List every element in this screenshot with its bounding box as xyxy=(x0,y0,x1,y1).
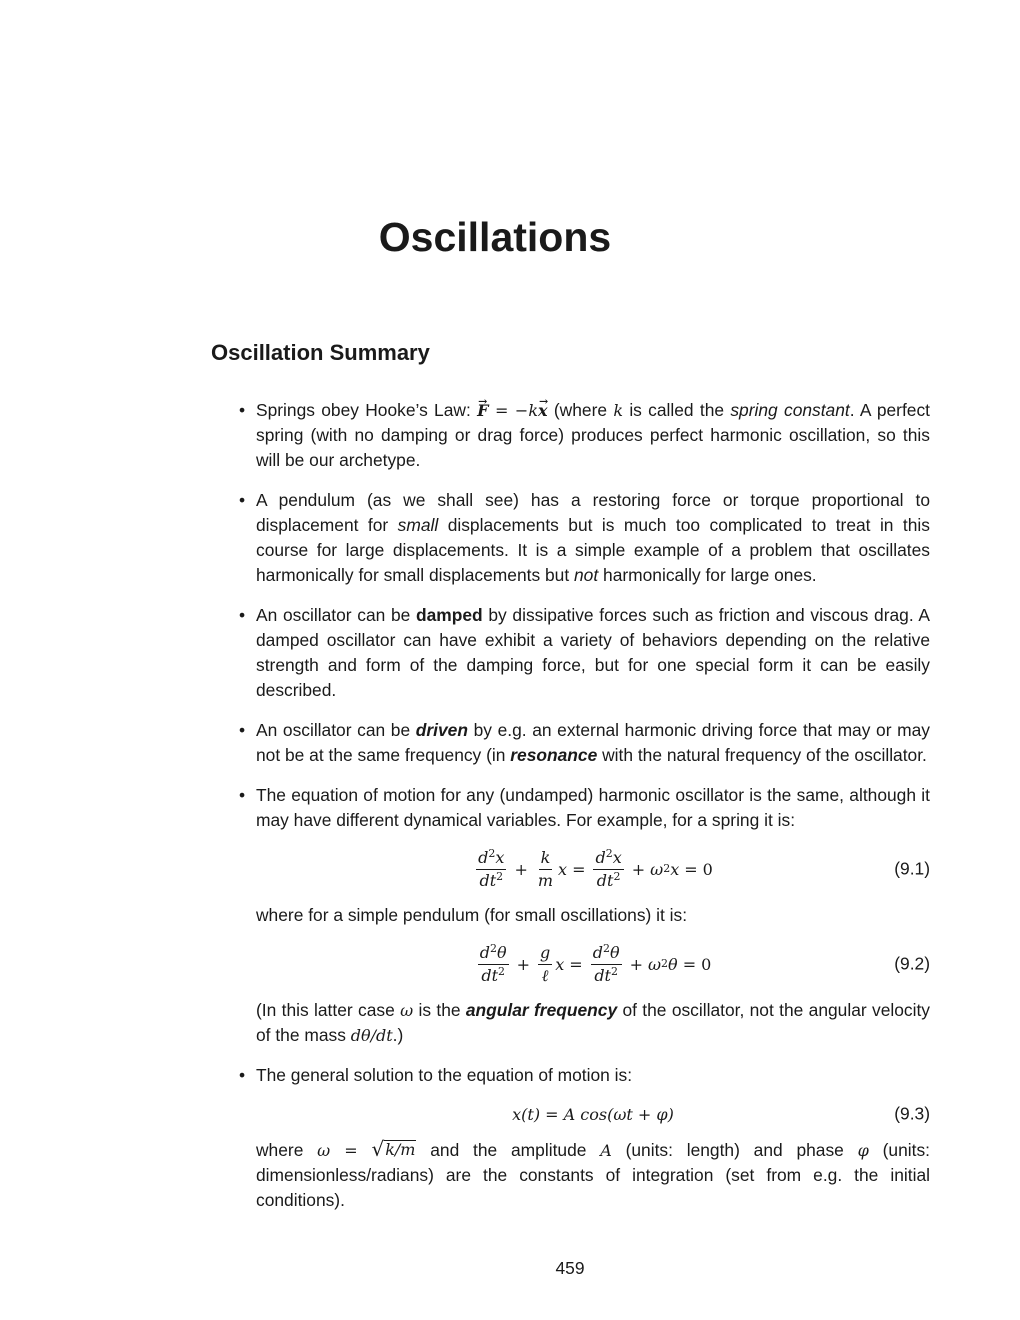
list-item: • The general solution to the equation of motion is: x(t) = A cos(ωt + φ) (9.3) where ω = √ k/m and the amplitude A (units: length) and phase φ (units: dimensionless/radians) are the constants of integration (set from e.g. the initial conditions). xyxy=(236,1063,930,1213)
equation-9-2: $\frac{d^2\theta}{dt^2}$ + $\frac{g}{\text{ℓ}}$ x = $\frac{d^2\theta}{dt^2}$ + ω 2 θ = 0 (9.2) xyxy=(479,941,930,985)
bullet-icon: • xyxy=(238,605,246,625)
page-number: 459 xyxy=(555,1258,585,1278)
bullet-icon: • xyxy=(238,785,246,805)
bullet-icon: • xyxy=(238,490,246,510)
bullet-icon: • xyxy=(238,1065,246,1085)
sqrt-expression: √ k/m xyxy=(371,1137,416,1161)
equation-number: (9.1) xyxy=(894,858,930,879)
list-item: • An oscillator can be driven by e.g. an external harmonic driving force that may or may not be at the same frequency (in resonance with the natural frequency of the oscillator. xyxy=(236,718,930,768)
section-title: Oscillation Summary xyxy=(211,340,430,365)
hookes-law-equation: → F = −k→ x xyxy=(477,401,548,420)
bullet-icon: • xyxy=(238,720,246,740)
equation-number: (9.2) xyxy=(894,953,930,974)
equation-number: (9.3) xyxy=(894,1103,930,1124)
list-item: • The equation of motion for any (undamped) harmonic oscillator is the same, although it may have different dynamical variables. For example, for a spring it is: $\frac{d^2x}{dt^2}$ + $\frac{k}{m}$ x = $\frac{d^2x}{dt^2}$ + ω 2 x = 0 (9.1) where for a simple pendulum (for small oscillations) it is: $\frac{d^2\theta}{dt^2}$ + $\frac{g}{\text{ℓ}}$ x = $\frac{d^2\theta}{dt^2}$ + ω 2 θ = 0 (9.2) (In this latter case ω is the angular frequency of the oscillator, not the angular velocity of the mass dθ/dt.) xyxy=(236,783,930,1048)
summary-list xyxy=(236,398,930,1228)
equation-9-1: $\frac{d^2x}{dt^2}$ + $\frac{k}{m}$ x = $\frac{d^2x}{dt^2}$ + ω 2 x = 0 (9.1) xyxy=(478,846,930,890)
list-item: • Springs obey Hooke’s Law: → F = −k→ x (where k is called the spring constant. A perfect spring (with no damping or drag force) produces perfect harmonic oscillation, so this will be our archetype. xyxy=(236,398,930,473)
equation-9-3: x(t) = A cos(ωt + φ) (9.3) xyxy=(256,1094,930,1134)
list-item: • A pendulum (as we shall see) has a restoring force or torque proportional to displacement for small displacements but is much too complicated to treat in this course for large displacements. It is a simple example of a problem that oscillates harmonically for small displacements but not harmonically for large ones. xyxy=(236,488,930,588)
bullet-icon: • xyxy=(238,400,246,420)
list-item: • An oscillator can be damped by dissipative forces such as friction and viscous drag. A damped oscillator can have exhibit a variety of behaviors depending on the relative strength and form of the damping force, but for one special form it can be easily described. xyxy=(236,603,930,703)
chapter-title: Oscillations xyxy=(378,214,612,260)
